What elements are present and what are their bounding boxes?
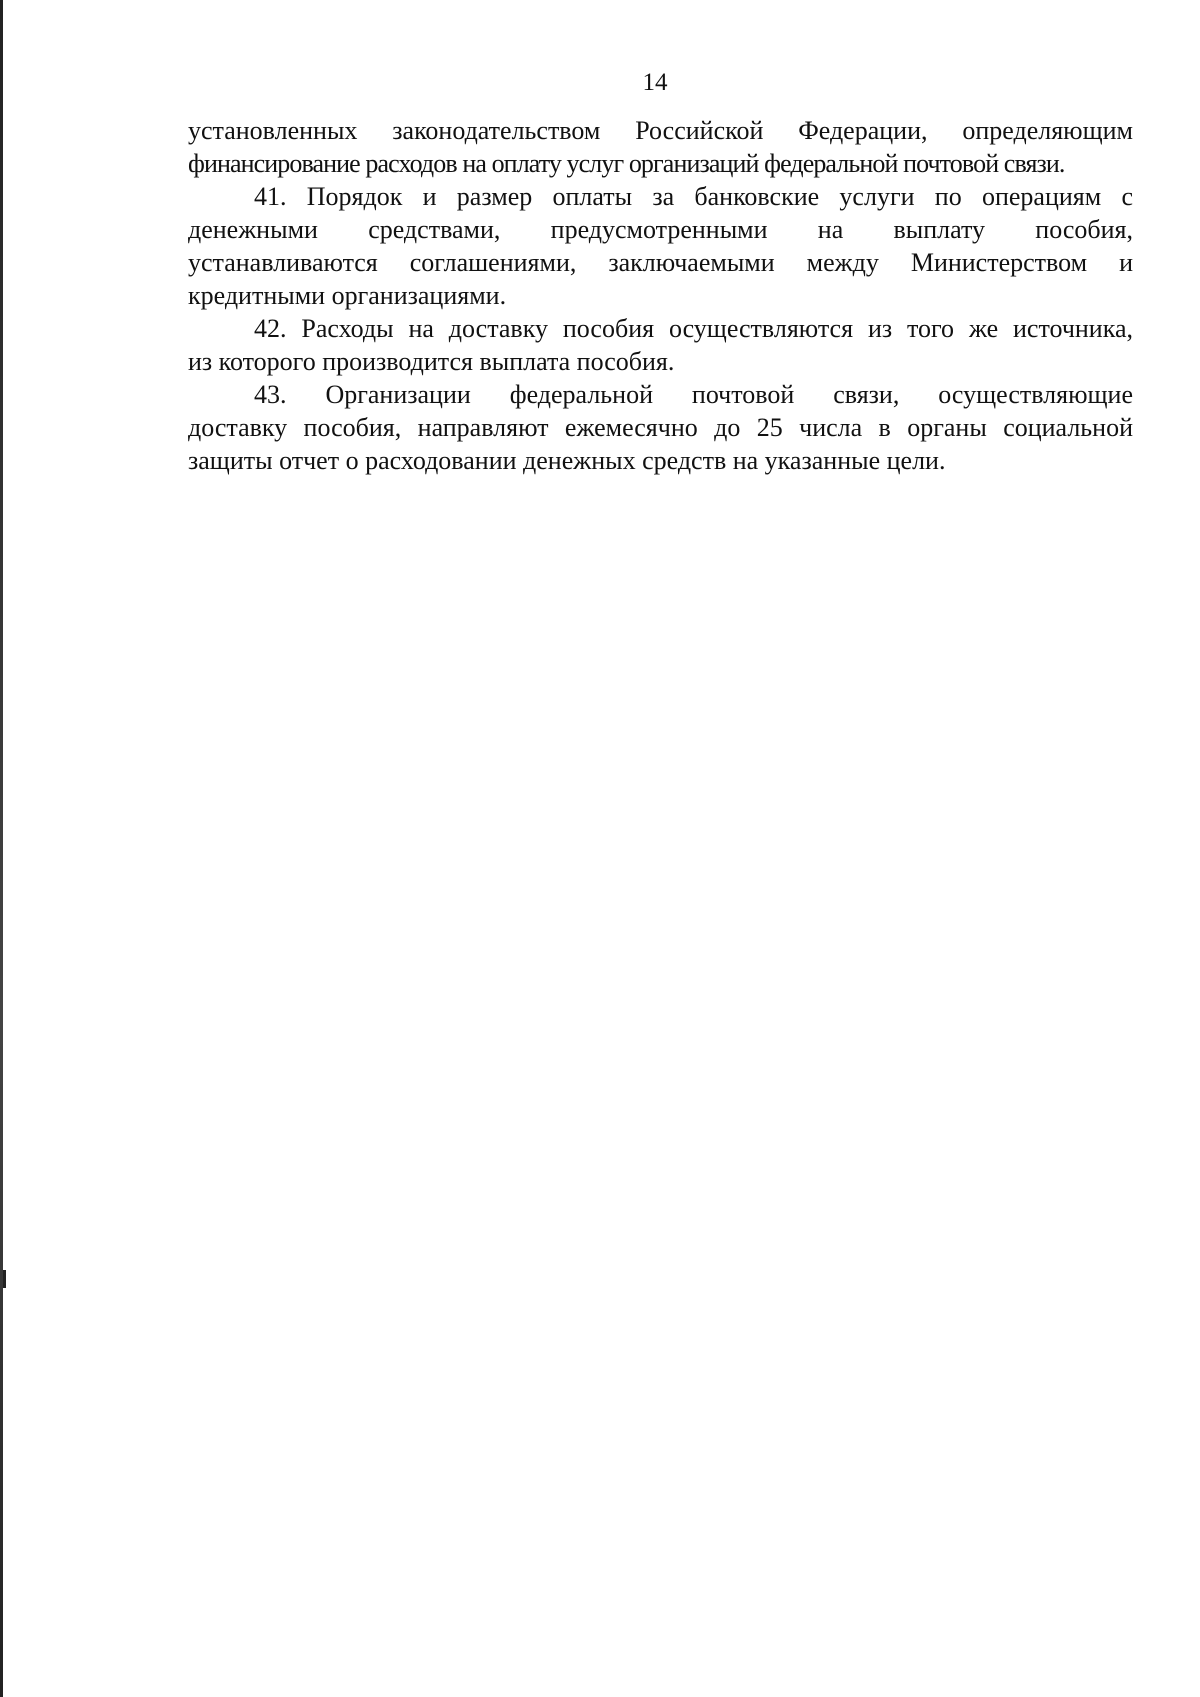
page-number: 14 <box>642 69 668 96</box>
paragraph-41 <box>188 180 1133 312</box>
text-line: 41. Порядок и размер оплаты за банковские услуги по операциям с <box>254 182 1133 211</box>
text-line: денежными средствами, предусмотренными на выплату пособия, <box>188 215 1133 244</box>
text-line: финансирование расходов на оплату услуг организаций федеральной почтовой связи. <box>188 149 1065 178</box>
text-line: устанавливаются соглашениями, заключаемыми между Министерством и <box>188 248 1133 277</box>
paragraph-43 <box>188 378 1133 477</box>
paragraph-42 <box>188 312 1133 378</box>
text-line: из которого производится выплата пособия. <box>188 347 675 376</box>
text-line: 43. Организации федеральной почтовой связи, осуществляющие <box>254 380 1133 409</box>
scan-left-edge <box>0 0 3 1697</box>
text-line: защиты отчет о расходовании денежных средств на указанные цели. <box>188 446 946 475</box>
scan-edge-mark <box>3 1270 6 1288</box>
document-body <box>188 114 1133 477</box>
paragraph-continuation <box>188 114 1133 180</box>
text-line: доставку пособия, направляют ежемесячно до 25 числа в органы социальной <box>188 413 1133 442</box>
text-line: установленных законодательством Российской Федерации, определяющим <box>188 116 1133 145</box>
text-line: 42. Расходы на доставку пособия осуществляются из того же источника, <box>254 314 1133 343</box>
text-line: кредитными организациями. <box>188 281 507 310</box>
